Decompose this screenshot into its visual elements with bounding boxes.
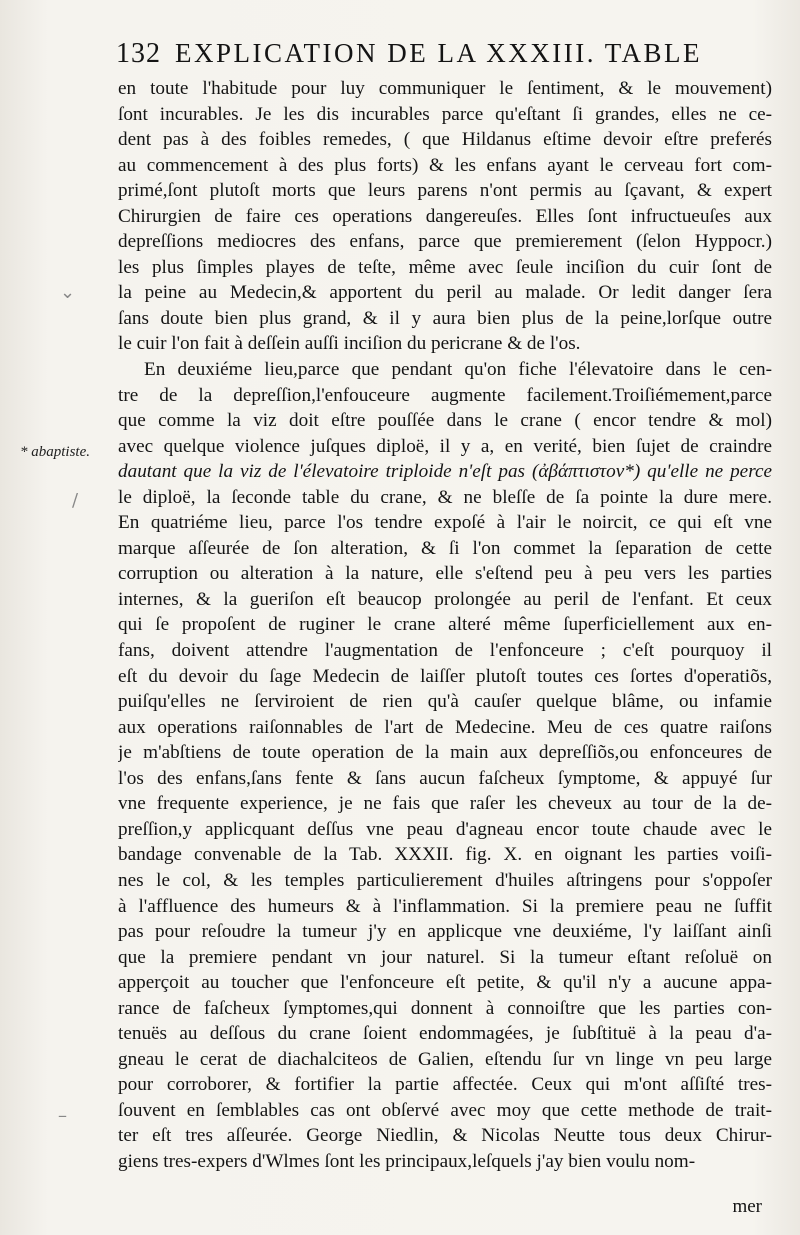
text-line: pas pour reſoudre la tumeur j'y en applicque vne deuxiéme, l'y laiſſant ainſi [118,921,772,943]
margin-mark: / [72,490,79,511]
body-text [118,76,772,1175]
margin-mark: – [58,1105,67,1126]
text-line: rance de faſcheux ſymptomes,qui donnent à connoiſtre que les parties con- [118,997,772,1019]
text-line: corruption ou alteration à la nature, elle s'eſtend peu à peu vers les parties [118,563,772,585]
margin-mark: ⌄ [60,282,76,303]
text-line: qui ſe propoſent de ruginer le crane alteré même ſuperficiellement aux en- [118,614,772,636]
text-line: ſans doute bien plus grand, & il y aura bien plus de la peine,lorſque outre [118,307,772,329]
text-line: vne frequente experience, je ne fais que raſer les cheveux au tour de la de- [118,793,772,815]
text-line: ter eſt tres aſſeurée. George Niedlin, & Nicolas Neutte tous deux Chirur- [118,1125,772,1147]
text-line: puiſqu'elles ne ſerviroient de rien qu'à cauſer quelque blâme, ou infamie [118,691,772,713]
margin-note: * abaptiste. [20,444,90,460]
text-line: gneau le cerat de diachalciteos de Galien, eſtendu ſur vn linge vn peu large [118,1048,772,1070]
text-line: la peine au Medecin,& apportent du peril au malade. Or ledit danger ſera [118,282,772,304]
text-line: internes, & la gueriſon eſt beaucop prolongée au peril de l'enfant. Et ceux [118,588,772,610]
text-line: depreſſions mediocres des enfans, parce que premierement (ſelon Hyppocr.) [118,231,772,253]
text-line: tre de la depreſſion,l'enfouceure augmente facilement.Troiſiémement,parce [118,384,772,406]
catchword: mer [732,1196,762,1217]
text-line: le cuir l'on fait à deſſein auſſi inciſion du pericrane & de l'os. [118,333,581,355]
text-line: je m'abſtiens de toute operation de la main aux depreſſiõs,ou enfonceures de [118,742,772,764]
running-head: EXPLICATION DE LA XXXIII. TABLE [175,38,703,68]
page-header [116,38,760,74]
text-line: pour corroborer, & fortifier la partie affectée. Ceux qui m'ont aſſiſté tres- [118,1074,772,1096]
text-line: ſouvent en ſemblables cas ont obſervé avec moy que cette methode de trait- [118,1099,772,1121]
text-line: eſt du devoir du ſage Medecin de laiſſer plutoſt toutes ces ſortes d'operatiõs, [118,665,772,687]
text-line: que comme la viz doit eſtre pouſſée dans le crane ( encor tendre & mol) [118,410,772,432]
text-line: au commencement à des plus forts) & les enfans ayant le cerveau fort com- [118,154,772,176]
text-line: en toute l'habitude pour luy communiquer le ſentiment, & le mouvement) [118,78,772,99]
text-line: apperçoit au toucher que l'enfonceure eſt petite, & qu'il n'y a aucune appa- [118,972,772,994]
text-line: En deuxiéme lieu,parce que pendant qu'on fiche l'élevatoire dans le cen- [144,359,772,381]
text-line: le diploë, la ſeconde table du crane, & ne bleſſe de ſa pointe la dure mere. [118,486,772,508]
text-line: marque aſſeurée de ſon alteration, & ſi l'on commet la ſeparation de cette [118,537,772,559]
text-line: ſont incurables. Je les dis incurables parce qu'eſtant ſi grandes, elles ne ce- [118,103,772,125]
text-line: bandage convenable de la Tab. XXXII. fig. X. en oignant les parties voiſi- [118,844,772,866]
text-line: dautant que la viz de l'élevatoire triploide n'eſt pas (ἀβάπτιστον*) qu'elle ne perce [118,461,772,483]
text-line: avec quelque violence juſques diploë, il y a, en verité, bien ſujet de craindre [118,435,772,457]
text-line: aux operations raiſonnables de l'art de Medecine. Meu de ces quatre raiſons [118,716,772,738]
text-line: tenuës au deſſous du crane ſoient endommagées, je ſubſtituë à la peau d'a- [118,1023,772,1045]
text-line: les plus ſimples playes de teſte, même avec ſeule inciſion du cuir ſont de [118,256,772,278]
text-line: l'os des enfans,ſans fente & ſans aucun faſcheux ſymptome, & appuyé ſur [118,767,772,789]
text-line: que la premiere pendant vn jour naturel. Si la tumeur eſtant reſoluë on [118,946,772,968]
text-line: preſſion,y applicquant deſſus vne peau d'agneau encor toute chaude avec le [118,818,772,840]
text-line: dent pas à des foibles remedes, ( que Hildanus eſtime devoir eſtre preferés [118,129,772,151]
page-number: 132 [116,38,161,69]
text-line: nes le col, & les temples particulierement d'huiles aſtringens pour s'oppoſer [118,869,772,891]
text-line: fans, doivent attendre l'augmentation de l'enfonceure ; c'eſt pourquoy il [118,640,772,662]
text-line: à l'affluence des humeurs & à l'inflammation. Si la premiere peau ne ſuffit [118,895,772,917]
text-line: Chirurgien de faire ces operations dangereuſes. Elles ſont infructueuſes aux [118,205,772,227]
text-line: En quatriéme lieu, parce l'os tendre expoſé à l'air le noircit, ce qui eſt vne [118,512,772,534]
text-line: giens tres-expers d'Wlmes ſont les principaux,leſquels j'ay bien voulu nom- [118,1150,696,1172]
text-line: primé,ſont plutoſt morts que leurs parens n'ont permis au ſçavant, & expert [118,180,772,202]
